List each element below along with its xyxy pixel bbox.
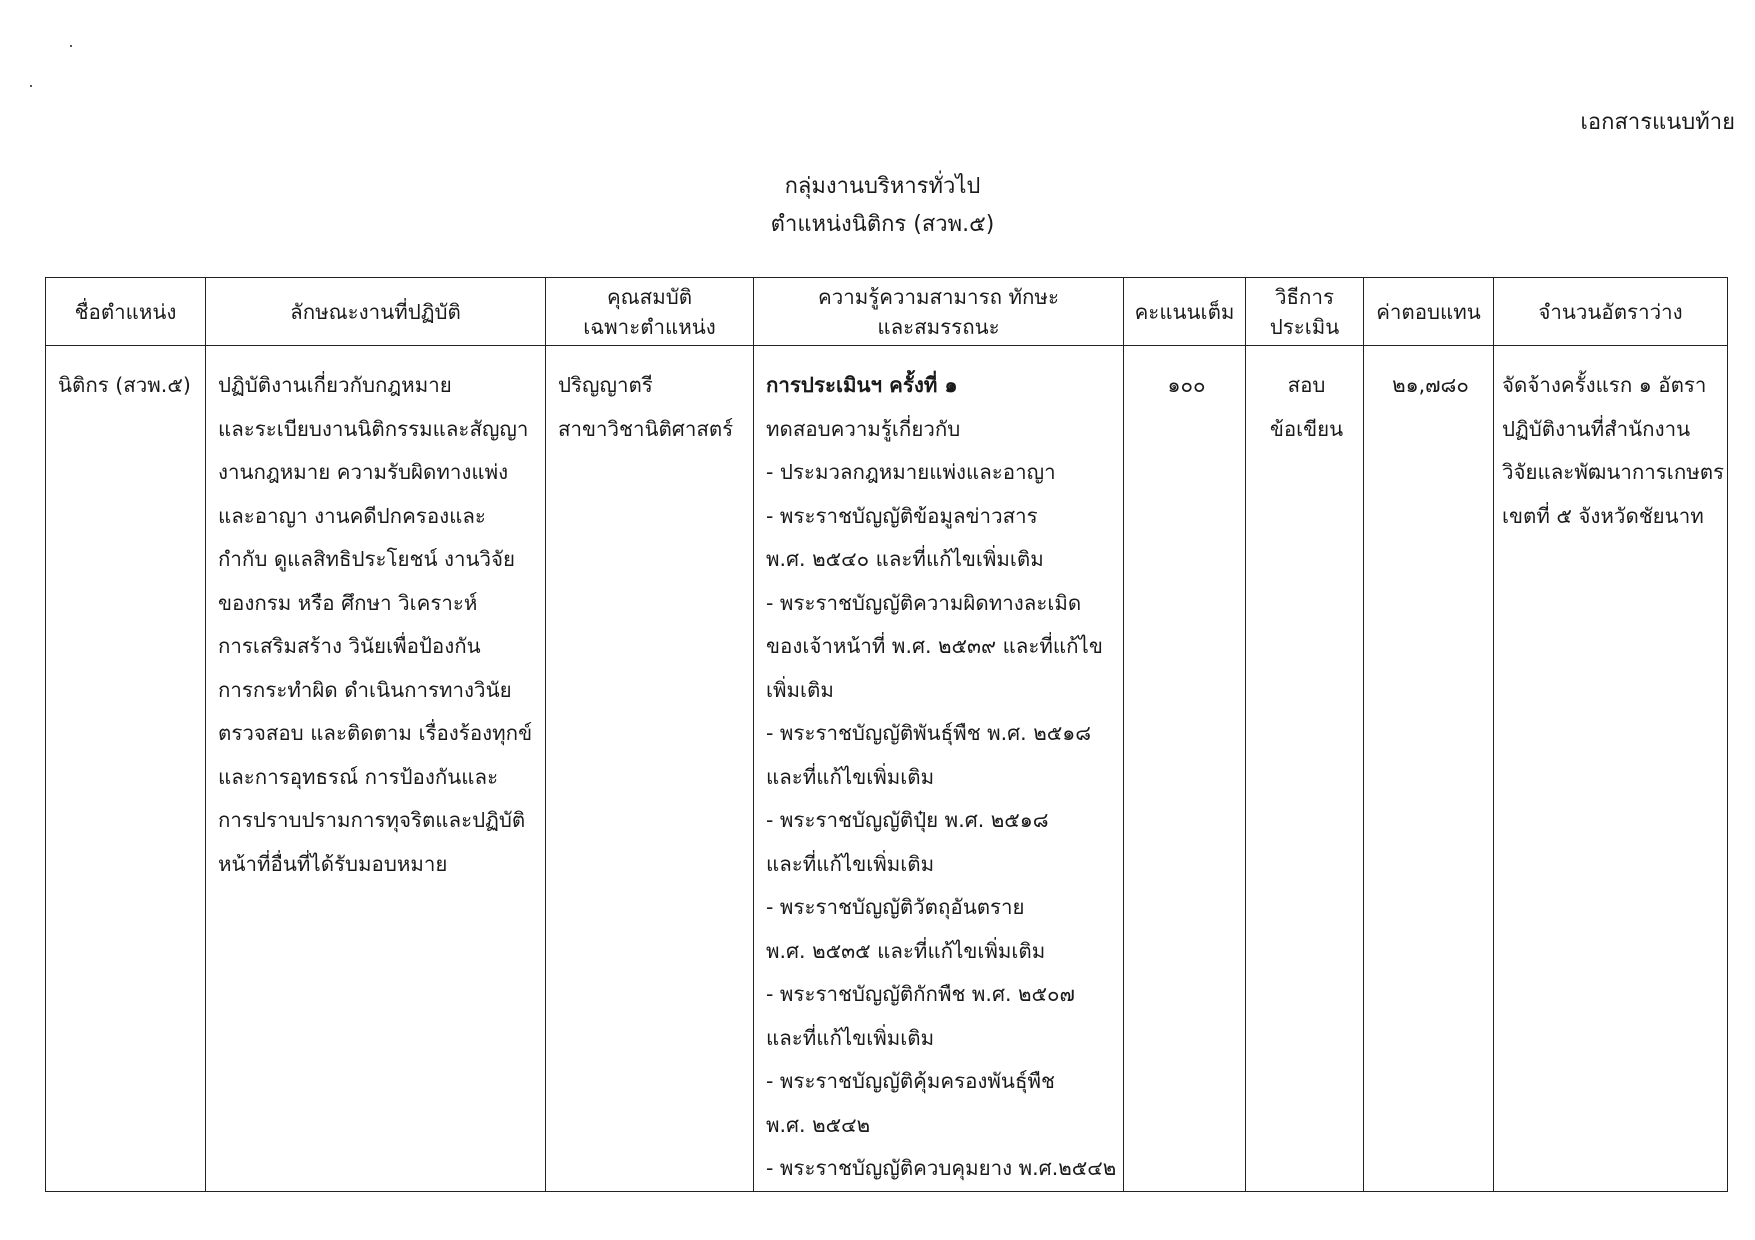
qualification-line: ปริญญาตรี (558, 373, 653, 397)
column-header-line: ชื่อตำแหน่ง (74, 299, 177, 324)
knowledge-line: พ.ศ. ๒๕๔๒ (766, 1112, 871, 1137)
knowledge-line: - พระราชบัญญัติความผิดทางละเมิด (766, 590, 1082, 615)
duties-line: หน้าที่อื่นที่ได้รับมอบหมาย (218, 851, 448, 876)
knowledge-line: - พระราชบัญญัติกักพืช พ.ศ. ๒๕๐๗ (766, 982, 1075, 1006)
cell-duties (206, 346, 546, 1192)
duties-line: และการอุทธรณ์ การป้องกันและ (218, 764, 499, 789)
knowledge-line: และที่แก้ไขเพิ่มเติม (766, 764, 935, 789)
knowledge-line: ของเจ้าหน้าที่ พ.ศ. ๒๕๓๙ และที่แก้ไข (766, 634, 1103, 658)
column-header-line: คุณสมบัติ (606, 284, 693, 309)
method-line: สอบ (1287, 373, 1326, 397)
cell-qualification (546, 346, 754, 1192)
duties-line: การกระทำผิด ดำเนินการทางวินัย (218, 677, 512, 702)
position-line: นิติกร (สวพ.๕) (58, 373, 191, 397)
column-header (754, 278, 1124, 346)
column-header-line: วิธีการ (1275, 284, 1334, 309)
duties-line: งานกฎหมาย ความรับผิดทางแพ่ง (218, 460, 509, 484)
duties-line: การเสริมสร้าง วินัยเพื่อป้องกัน (218, 634, 481, 658)
knowledge-line: พ.ศ. ๒๕๔๐ และที่แก้ไขเพิ่มเติม (766, 547, 1044, 571)
column-header-line: ค่าตอบแทน (1376, 299, 1481, 324)
compensation-value: ๒๑,๗๘๐ (1392, 373, 1469, 397)
column-header-line: ลักษณะงานที่ปฏิบัติ (290, 299, 461, 324)
column-header (1364, 278, 1494, 346)
knowledge-line: - พระราชบัญญัติคุ้มครองพันธุ์พืช (766, 1069, 1055, 1093)
column-header (46, 278, 206, 346)
knowledge-line: ทดสอบความรู้เกี่ยวกับ (766, 416, 961, 441)
knowledge-line: เพิ่มเติม (766, 677, 834, 702)
table-header-row (46, 278, 1728, 346)
duties-line: ปฏิบัติงานเกี่ยวกับกฎหมาย (218, 373, 452, 397)
vacancies-line: เขตที่ ๕ จังหวัดชัยนาท (1502, 503, 1704, 528)
cell-vacancies (1494, 346, 1728, 1192)
column-header (1246, 278, 1364, 346)
column-header-line: และสมรรถนะ (877, 314, 1000, 339)
cell-position (46, 346, 206, 1192)
knowledge-line: - พระราชบัญญัติปุ๋ย พ.ศ. ๒๕๑๘ (766, 808, 1049, 832)
duties-line: และระเบียบงานนิติกรรมและสัญญา (218, 416, 529, 441)
cell-full-score (1124, 346, 1246, 1192)
knowledge-line: และที่แก้ไขเพิ่มเติม (766, 1025, 935, 1050)
scan-speck (30, 85, 32, 87)
column-header-line: เฉพาะตำแหน่ง (583, 314, 716, 339)
vacancies-line: วิจัยและพัฒนาการเกษตร (1502, 460, 1725, 484)
column-header (546, 278, 754, 346)
knowledge-line: - พระราชบัญญัติพันธุ์พืช พ.ศ. ๒๕๑๘ (766, 721, 1092, 745)
full-score-value: ๑๐๐ (1167, 373, 1206, 397)
table-row (46, 346, 1728, 1192)
knowledge-line: และที่แก้ไขเพิ่มเติม (766, 851, 935, 876)
qualification-line: สาขาวิชานิติศาสตร์ (558, 416, 734, 441)
scan-speck (70, 45, 72, 47)
knowledge-line: - ประมวลกฎหมายแพ่งและอาญา (766, 460, 1056, 484)
duties-line: การปราบปรามการทุจริตและปฏิบัติ (218, 808, 526, 832)
vacancies-line: ปฏิบัติงานที่สำนักงาน (1502, 416, 1691, 441)
knowledge-line: - พระราชบัญญัติข้อมูลข่าวสาร (766, 503, 1038, 528)
column-header-line: ความรู้ความสามารถ ทักษะ (818, 284, 1059, 309)
method-line: ข้อเขียน (1269, 416, 1344, 441)
knowledge-heading: การประเมินฯ ครั้งที่ ๑ (766, 373, 958, 397)
annex-label: เอกสารแนบท้าย (1580, 110, 1735, 135)
column-header-line: จำนวนอัตราว่าง (1538, 299, 1683, 324)
title-line-position: ตำแหน่งนิติกร (สวพ.๕) (770, 212, 995, 237)
duties-line: กำกับ ดูแลสิทธิประโยชน์ งานวิจัย (218, 547, 516, 571)
column-header (206, 278, 546, 346)
document-title (0, 168, 1755, 244)
cell-method (1246, 346, 1364, 1192)
vacancies-line: จัดจ้างครั้งแรก ๑ อัตรา (1502, 373, 1707, 397)
knowledge-line: พ.ศ. ๒๕๓๕ และที่แก้ไขเพิ่มเติม (766, 938, 1046, 963)
cell-knowledge (754, 346, 1124, 1192)
duties-line: ตรวจสอบ และติดตาม เรื่องร้องทุกข์ (218, 721, 533, 745)
column-header-line: ประเมิน (1269, 314, 1340, 339)
duties-line: ของกรม หรือ ศึกษา วิเคราะห์ (218, 590, 478, 615)
column-header-line: คะแนนเต็ม (1134, 299, 1235, 324)
column-header (1124, 278, 1246, 346)
knowledge-line: - พระราชบัญญัติวัตถุอันตราย (766, 895, 1025, 919)
position-table (45, 277, 1728, 1192)
title-line-group: กลุ่มงานบริหารทั่วไป (784, 174, 981, 199)
column-header (1494, 278, 1728, 346)
knowledge-line: - พระราชบัญญัติควบคุมยาง พ.ศ.๒๕๔๒ (766, 1156, 1117, 1180)
duties-line: และอาญา งานคดีปกครองและ (218, 503, 486, 528)
cell-compensation (1364, 346, 1494, 1192)
